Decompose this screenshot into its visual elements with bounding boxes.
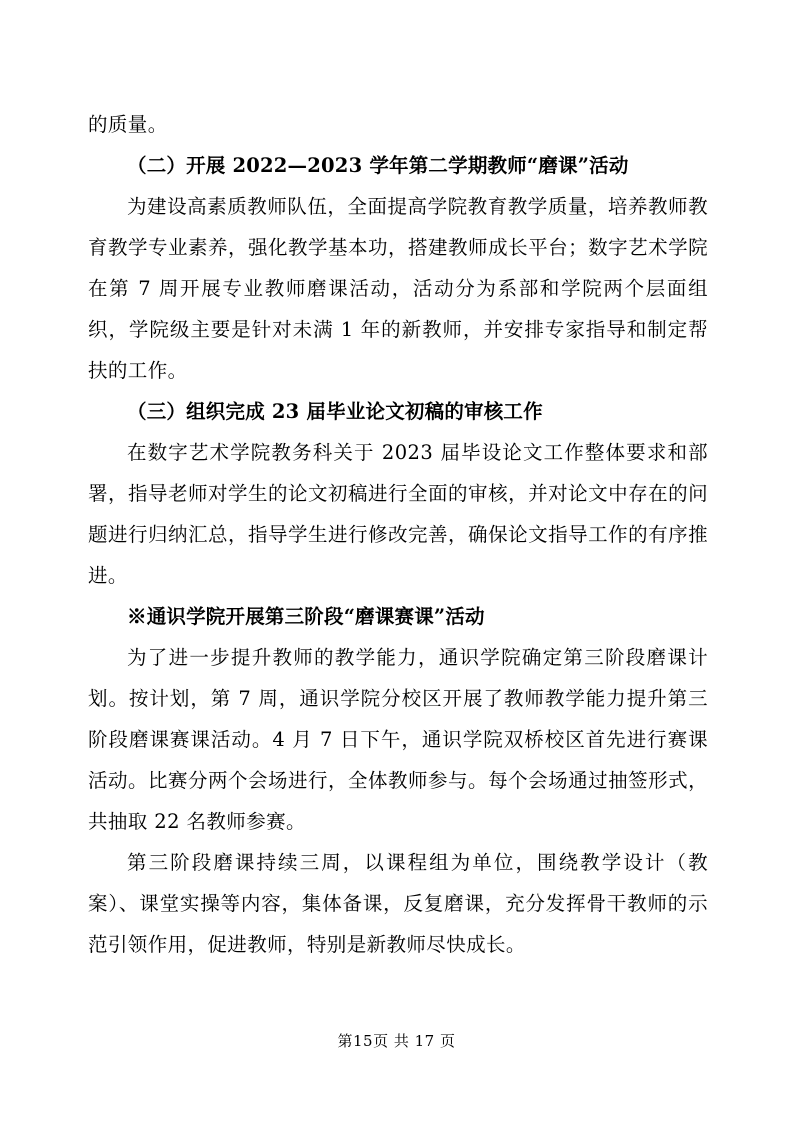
paragraph-continued: 的质量。 bbox=[88, 113, 168, 136]
heading-section-star: ※通识学院开展第三阶段“磨课赛课”活动 bbox=[127, 605, 485, 628]
heading-section-three: （三）组织完成 23 届毕业论文初稿的审核工作 bbox=[127, 400, 543, 423]
document-body bbox=[88, 104, 708, 965]
heading-section-two: （二）开展 2022—2023 学年第二学期教师“磨课”活动 bbox=[127, 154, 629, 177]
paragraph-section-two: 为建设高素质教师队伍，全面提高学院教育教学质量，培养教师教育教学专业素养，强化教学基本功，搭建教师成长平台；数字艺术学院在第 7 周开展专业教师磨课活动，活动分为系部和学院两个层面组织，学院级主要是针对未满 1 年的新教师，并安排专家指导和制定帮扶的工作。 bbox=[88, 195, 708, 382]
paragraph-section-three: 在数字艺术学院教务科关于 2023 届毕设论文工作整体要求和部署，指导老师对学生的论文初稿进行全面的审核，并对论文中存在的问题进行归纳汇总，指导学生进行修改完善，确保论文指导工作的有序推进。 bbox=[88, 441, 708, 587]
page-footer: 第15页 共 17 页 bbox=[337, 1032, 456, 1050]
paragraph-star-two: 第三阶段磨课持续三周，以课程组为单位，围绕教学设计（教案）、课堂实操等内容，集体备课，反复磨课，充分发挥骨干教师的示范引领作用，促进教师，特别是新教师尽快成长。 bbox=[88, 851, 708, 956]
paragraph-star-one: 为了进一步提升教师的教学能力，通识学院确定第三阶段磨课计划。按计划，第 7 周，通识学院分校区开展了教师教学能力提升第三阶段磨课赛课活动。4 月 7 日下午，通识学院双桥校区首先进行赛课活动。比赛分两个会场进行，全体教师参与。每个会场通过抽签形式，共抽取 22 名教师参赛。 bbox=[88, 646, 708, 833]
